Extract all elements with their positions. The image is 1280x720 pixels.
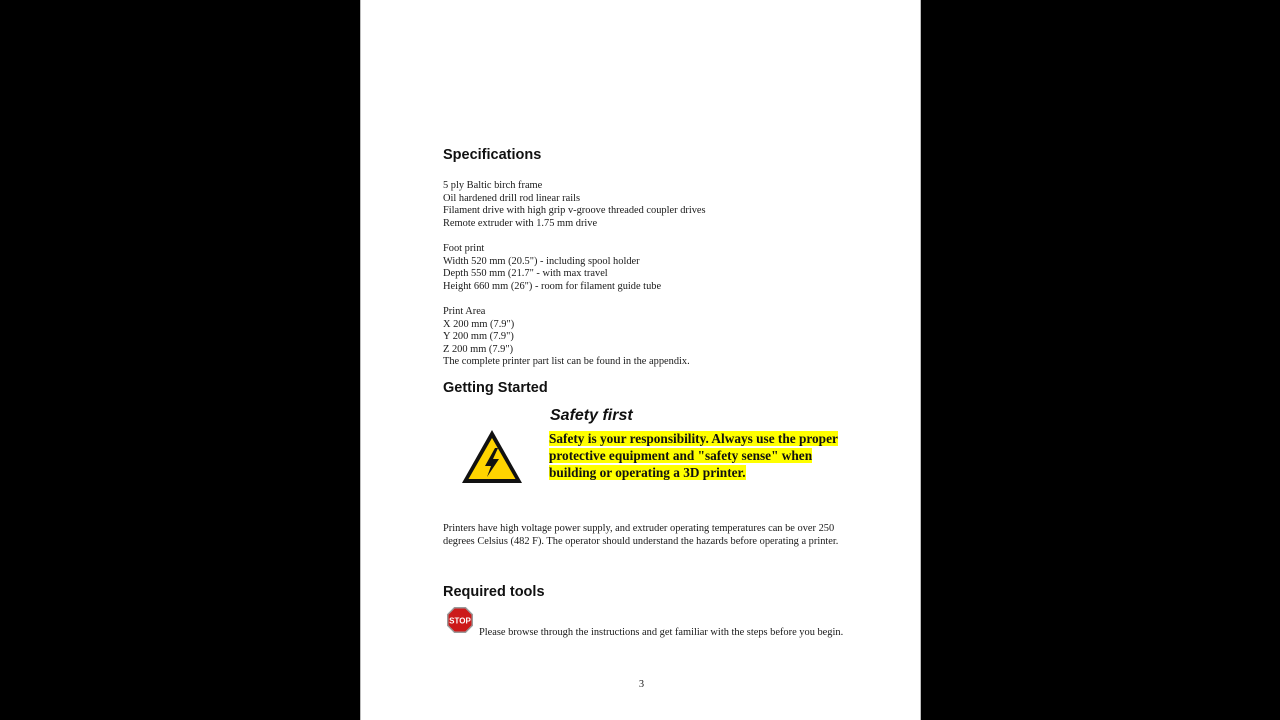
footprint-line: Height 660 mm (26") - room for filament guide tube bbox=[443, 280, 662, 292]
specifications-heading: Specifications bbox=[443, 147, 542, 163]
feature-line: Oil hardened drill rod linear rails bbox=[443, 192, 581, 204]
feature-line: Remote extruder with 1.75 mm drive bbox=[443, 217, 598, 229]
footprint-line: Width 520 mm (20.5") - including spool holder bbox=[443, 255, 640, 267]
document-page bbox=[360, 0, 921, 720]
page-number: 3 bbox=[638, 679, 645, 690]
print-area-line: The complete printer part list can be found in the appendix. bbox=[443, 356, 690, 368]
feature-line: 5 ply Baltic birch frame bbox=[443, 180, 543, 191]
hazard-paragraph: Printers have high voltage power supply, and extruder operating temperatures can be over 250 degrees Celsius (482 F). The operator should understand the hazards before operating a printer. bbox=[443, 523, 839, 547]
print-area-list bbox=[443, 306, 690, 369]
safety-callout bbox=[549, 430, 839, 481]
features-list bbox=[443, 180, 706, 230]
required-tools-paragraph: Please browse through the instructions and get familiar with the steps before you begin. bbox=[479, 627, 844, 638]
print-area-line: X 200 mm (7.9") bbox=[443, 318, 515, 330]
footprint-line: Foot print bbox=[443, 243, 485, 254]
required-tools-heading: Required tools bbox=[443, 584, 545, 600]
print-area-line: Y 200 mm (7.9") bbox=[443, 331, 514, 343]
print-area-line: Print Area bbox=[443, 306, 486, 317]
footprint-line: Depth 550 mm (21.7" - with max travel bbox=[443, 268, 608, 280]
getting-started-heading: Getting Started bbox=[443, 380, 548, 396]
safety-highlighted-text: Safety is your responsibility. Always use the proper protective equipment and "safety sense" when building or operating a 3D printer. bbox=[549, 431, 838, 480]
stop-sign-label: STOP bbox=[449, 616, 471, 626]
feature-line: Filament drive with high grip v-groove threaded coupler drives bbox=[443, 205, 706, 217]
safety-first-title: Safety first bbox=[550, 407, 633, 424]
footprint-list bbox=[443, 243, 661, 293]
print-area-line: Z 200 mm (7.9") bbox=[443, 343, 514, 355]
high-voltage-warning-icon bbox=[460, 428, 524, 486]
